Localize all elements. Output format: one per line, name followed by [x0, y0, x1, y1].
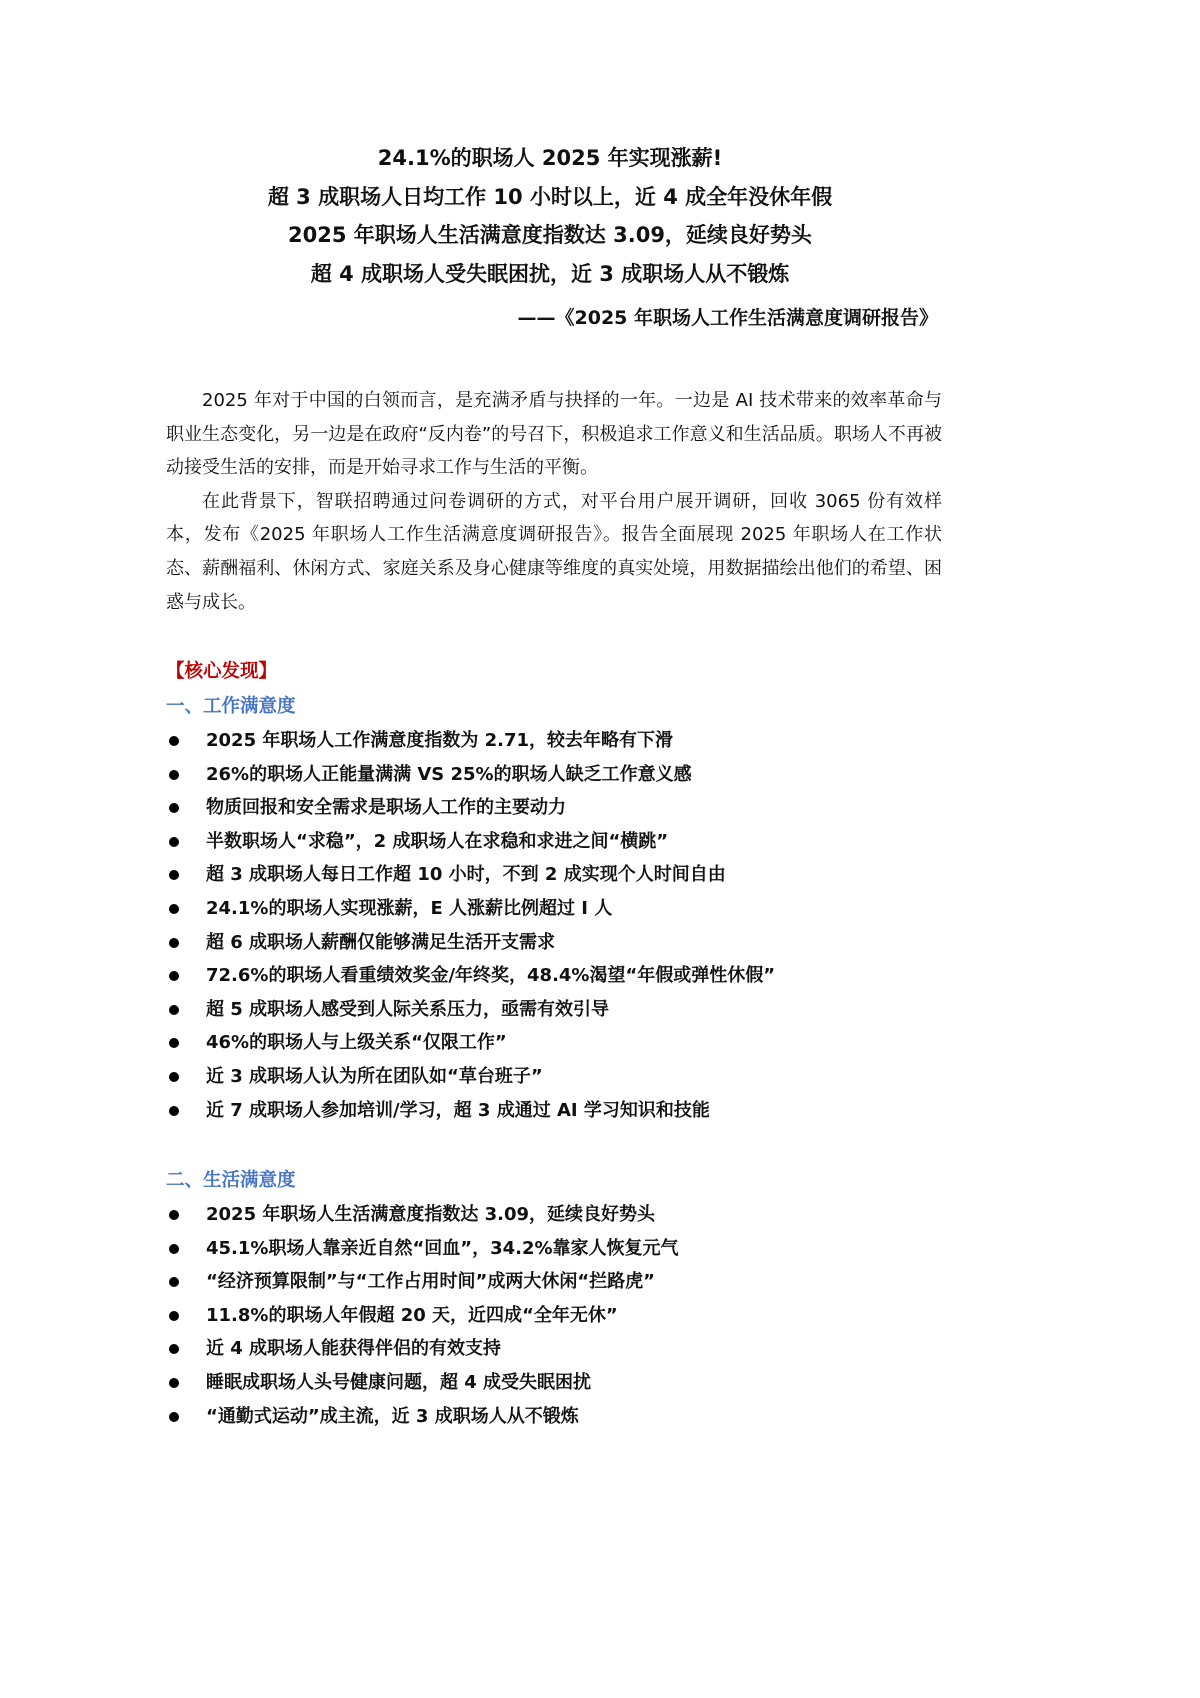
list-item: [166, 758, 775, 792]
list-item: [166, 892, 775, 926]
work-findings-list: [166, 724, 775, 1127]
list-item: [166, 1265, 679, 1299]
bullet-icon: [169, 1311, 179, 1321]
bullet-icon: [169, 1038, 179, 1048]
list-item: [166, 1198, 679, 1232]
list-item-text: 2025 年职场人工作满意度指数为 2.71，较去年略有下滑: [206, 730, 674, 751]
bullet-icon: [169, 1244, 179, 1254]
bullet-icon: [169, 904, 179, 914]
bullet-icon: [169, 803, 179, 813]
list-item-text: 45.1%职场人靠亲近自然“回血”，34.2%靠家人恢复元气: [206, 1237, 679, 1259]
bullet-icon: [169, 837, 179, 847]
list-item: [166, 791, 775, 825]
list-item-text: 26%的职场人正能量满满 VS 25%的职场人缺乏工作意义感: [206, 763, 692, 785]
list-item-text: 46%的职场人与上级关系“仅限工作”: [206, 1032, 507, 1054]
section-title-life: 二、生活满意度: [166, 1170, 296, 1191]
bullet-icon: [169, 938, 179, 948]
list-item: [166, 825, 775, 859]
bullet-icon: [169, 1210, 179, 1220]
headline-3: 2025 年职场人生活满意度指数达 3.09，延续良好势头: [288, 223, 812, 247]
list-item: [166, 1332, 679, 1366]
bullet-icon: [169, 1072, 179, 1082]
list-item-text: 近 4 成职场人能获得伴侣的有效支持: [206, 1338, 502, 1360]
list-item-text: “通勤式运动”成主流，近 3 成职场人从不锻炼: [206, 1405, 579, 1427]
bullet-icon: [169, 1344, 179, 1354]
section-title-work: 一、工作满意度: [166, 696, 296, 717]
list-item: [166, 1094, 775, 1128]
list-item: [166, 1366, 679, 1400]
list-item: [166, 724, 775, 758]
bullet-icon: [169, 971, 179, 981]
list-item-text: 近 3 成职场人认为所在团队如“草台班子”: [206, 1065, 543, 1087]
list-item-text: 近 7 成职场人参加培训/学习，超 3 成通过 AI 学习知识和技能: [206, 1099, 710, 1121]
intro-paragraph: 2025 年对于中国的白领而言，是充满矛盾与抉择的一年。一边是 AI 技术带来的效率革命与职业生态变化，另一边是在政府“反内卷”的号召下，积极追求工作意义和生活品质。职场人不再被动接受生活的安排，而是开始寻求工作与生活的平衡。: [166, 390, 942, 479]
list-item: [166, 1299, 679, 1333]
bullet-icon: [169, 770, 179, 780]
list-item-text: 2025 年职场人生活满意度指数达 3.09，延续良好势头: [206, 1204, 656, 1225]
headline-1: 24.1%的职场人 2025 年实现涨薪!: [377, 146, 723, 170]
list-item-text: 超 3 成职场人每日工作超 10 小时，不到 2 成实现个人时间自由: [206, 864, 726, 886]
list-item: [166, 993, 775, 1027]
list-item: [166, 1232, 679, 1266]
list-item: [166, 1060, 775, 1094]
bullet-icon: [169, 1378, 179, 1388]
list-item: [166, 1400, 679, 1434]
list-item-text: 11.8%的职场人年假超 20 天，近四成“全年无休”: [206, 1304, 618, 1326]
list-item-text: “经济预算限制”与“工作占用时间”成两大休闲“拦路虎”: [206, 1271, 655, 1293]
headline-4: 超 4 成职场人受失眠困扰，近 3 成职场人从不锻炼: [310, 261, 790, 286]
list-item-text: 超 6 成职场人薪酬仅能够满足生活开支需求: [206, 931, 556, 953]
list-item: [166, 959, 775, 993]
list-item-text: 72.6%的职场人看重绩效奖金/年终奖，48.4%渴望“年假或弹性休假”: [206, 965, 776, 987]
headline-block: [0, 139, 1100, 293]
list-item-text: 半数职场人“求稳”，2 成职场人在求稳和求进之间“横跳”: [206, 830, 669, 852]
list-item: [166, 926, 775, 960]
core-findings-heading: 【核心发现】: [166, 661, 278, 682]
report-source: ——《2025 年职场人工作生活满意度调研报告》: [517, 307, 938, 329]
bullet-icon: [169, 736, 179, 746]
list-item-text: 睡眠成职场人头号健康问题，超 4 成受失眠困扰: [206, 1371, 592, 1393]
headline-2: 超 3 成职场人日均工作 10 小时以上，近 4 成全年没休年假: [267, 184, 833, 209]
intro-paragraph: 在此背景下，智联招聘通过问卷调研的方式，对平台用户展开调研，回收 3065 份有效样本，发布《2025 年职场人工作生活满意度调研报告》。报告全面展现 2025 年职场人在工作状态、薪酬福利、休闲方式、家庭关系及身心健康等维度的真实处境，用数据描绘出他们的希望、困惑与成长。: [166, 490, 942, 613]
bullet-icon: [169, 870, 179, 880]
list-item-text: 超 5 成职场人感受到人际关系压力，亟需有效引导: [206, 998, 610, 1020]
life-findings-list: [166, 1198, 679, 1433]
intro: [166, 384, 942, 619]
list-item-text: 物质回报和安全需求是职场人工作的主要动力: [206, 797, 566, 819]
bullet-icon: [169, 1106, 179, 1116]
list-item: [166, 1026, 775, 1060]
list-item: [166, 858, 775, 892]
bullet-icon: [169, 1005, 179, 1015]
list-item-text: 24.1%的职场人实现涨薪，E 人涨薪比例超过 I 人: [206, 897, 613, 919]
bullet-icon: [169, 1277, 179, 1287]
bullet-icon: [169, 1412, 179, 1422]
